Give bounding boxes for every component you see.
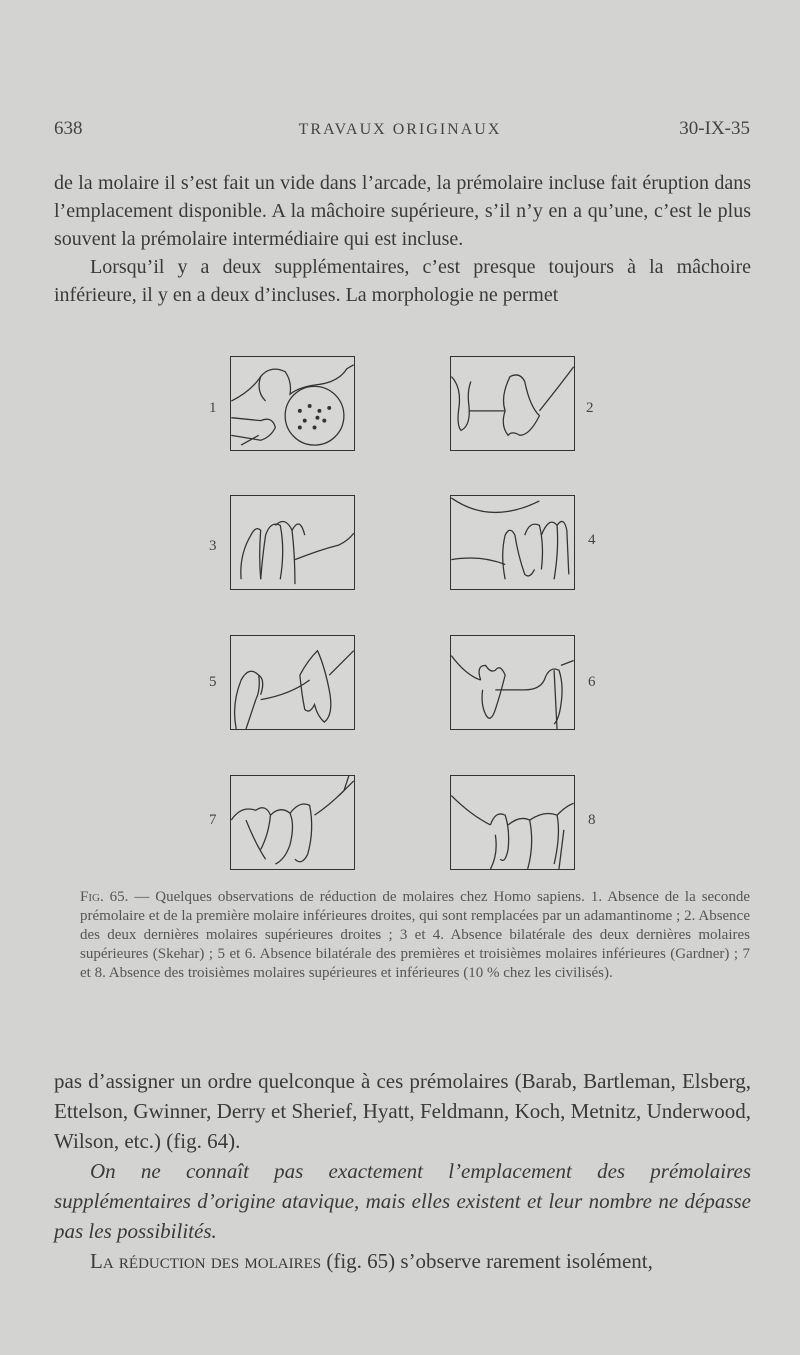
page-number: 638 <box>54 118 83 139</box>
panel-number-3: 3 <box>209 538 217 554</box>
paragraph-continuation: de la molaire il s’est fait un vide dans l’arcade, la prémolaire incluse fait éruption dans l’emplacement disponible. A la mâchoire supérieure, s’il n’y en a qu’une, c’est le plus souvent la prémolaire intermédiaire qui est incluse. <box>54 172 751 250</box>
panel-number-1: 1 <box>209 400 217 416</box>
panel-number-5: 5 <box>209 674 217 690</box>
panel-6-drawing <box>450 635 575 730</box>
figure-65 <box>0 350 800 880</box>
caption-text: — Quelques observations de réduction de molaires chez Homo sapiens. 1. Absence de la seconde prémolaire et de la première molaire inférieures droites, qui sont remplacées par un adamantinome ; 2. Absence des deux dernières molaires supérieures droites ; 3 et 4. Absence bilatérale des deux dernières molaires supérieures (Skehar) ; 5 et 6. Absence bilatérale des premières et troisièmes molaires inférieures (Gardner) ; 7 et 8. Absence des troisièmes molaires supérieures et inférieures (10 % chez les civilisés). <box>80 889 750 981</box>
paragraph-reduction-molaires <box>54 1246 751 1276</box>
panel-number-2: 2 <box>586 400 594 416</box>
panel-number-6: 6 <box>588 674 596 690</box>
panel-number-7: 7 <box>209 812 217 828</box>
paragraph-atavique: On ne connaît pas exactement l’emplacement des prémolaires supplémentaires d’origine atavique, mais elles existent et leur nombre ne dépasse pas les possibilités. <box>54 1159 751 1243</box>
top-text <box>54 169 751 309</box>
panel-2-drawing <box>450 356 575 451</box>
bottom-text <box>54 1066 751 1276</box>
header-date: 30-IX-35 <box>679 118 750 139</box>
panel-8-drawing <box>450 775 575 870</box>
panel-number-8: 8 <box>588 812 596 828</box>
panel-5-drawing <box>230 635 355 730</box>
panel-3-drawing <box>230 495 355 590</box>
paragraph-supplementaires: Lorsqu’il y a deux supplémentaires, c’est presque toujours à la mâchoire inférieure, il y en a deux d’incluses. La morphologie ne permet <box>54 256 751 306</box>
figure-caption <box>80 888 750 983</box>
panel-4-drawing <box>450 495 575 590</box>
running-title: TRAVAUX ORIGINAUX <box>298 121 502 138</box>
panel-number-4: 4 <box>588 532 596 548</box>
reduction-text: (fig. 65) s’observe rarement isolément, <box>321 1249 653 1273</box>
caption-label: Fig. 65. <box>80 889 129 905</box>
paragraph-ordre: pas d’assigner un ordre quelconque à ces prémolaires (Barab, Bartleman, Elsberg, Ettelson, Gwinner, Derry et Sherief, Hyatt, Feldmann, Koch, Metnitz, Underwood, Wilson, etc.) (fig. 64). <box>54 1069 751 1153</box>
panel-1-drawing <box>230 356 355 451</box>
reduction-heading: La réduction des molaires <box>90 1249 322 1273</box>
panel-7-drawing <box>230 775 355 870</box>
